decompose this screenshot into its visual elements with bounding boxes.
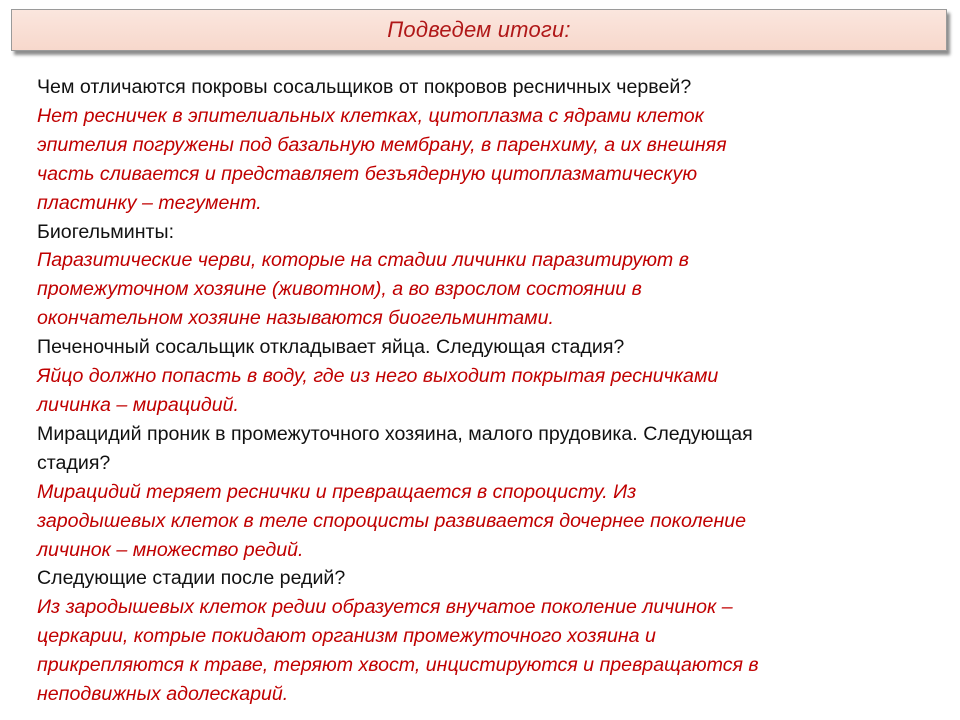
slide-title: Подведем итоги: [387, 17, 571, 42]
question-line: Чем отличаются покровы сосальщиков от покровов ресничных червей? [37, 76, 692, 98]
question-line: стадия? [37, 451, 111, 474]
answer-line: пластинку – тегумент. [37, 191, 262, 214]
answer-line: зародышевых клеток в теле спороцисты развивается дочернее поколение [37, 509, 747, 532]
answer-line: Мирацидий теряет реснички и превращается в спороцисту. Из [37, 480, 637, 503]
answer-line: неподвижных адолескарий. [37, 683, 289, 706]
answer-line: Яйцо должно попасть в воду, где из него выходит покрытая ресничками [37, 365, 719, 388]
slide-content [37, 73, 937, 709]
answer-line: Из зародышевых клеток редии образуется внучатое поколение личинок – [37, 596, 733, 619]
question-line: Следующие стадии после редий? [37, 567, 346, 590]
question-line: Мирацидий проник в промежуточного хозяина, малого прудовика. Следующая [37, 422, 753, 445]
answer-line: Паразитические черви, которые на стадии личинки паразитируют в [37, 249, 689, 272]
answer-line: часть сливается и представляет безъядерную цитоплазматическую [37, 162, 698, 185]
answer-line: личинка – мирацидий. [37, 393, 239, 416]
slide-title-bar [11, 9, 947, 51]
answer-line: личинок – множество редий. [37, 538, 304, 561]
question-line: Биогельминты: [37, 220, 175, 243]
answer-line: промежуточном хозяине (животном), а во взрослом состоянии в [37, 278, 642, 301]
answer-line: церкарии, котрые покидают организм промежуточного хозяина и [37, 625, 656, 648]
answer-line: прикрепляются к траве, теряют хвост, инцистируются и превращаются в [37, 654, 759, 677]
answer-line: Нет ресничек в эпителиальных клетках, цитоплазма с ядрами клеток [37, 104, 704, 127]
answer-line: эпителия погружены под базальную мембрану, в паренхиму, а их внешняя [37, 133, 727, 156]
answer-line: окончательном хозяине называются биогельминтами. [37, 307, 554, 330]
question-line: Печеночный сосальщик откладывает яйца. Следующая стадия? [37, 336, 625, 359]
